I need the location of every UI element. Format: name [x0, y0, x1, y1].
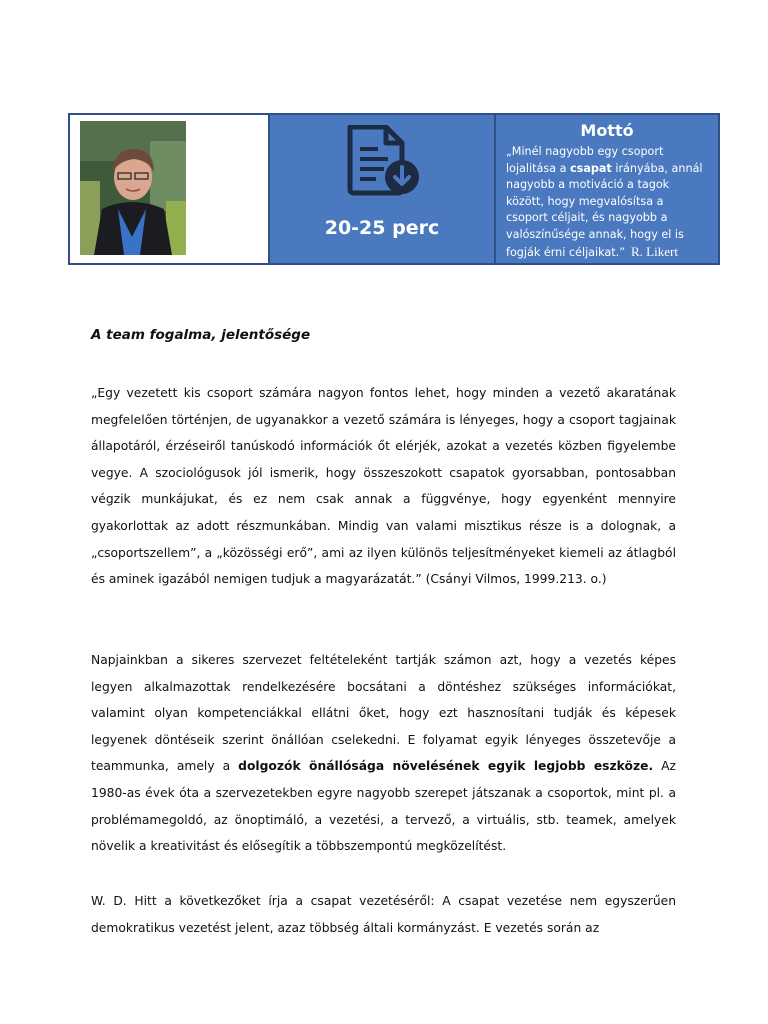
motto-text: „Minél nagyobb egy csoport lojalitása a csapat irányába, annál nagyobb a motiváció a tagok között, hogy megvalósítsa a csoport céljait, és nagyobb a valószínűsége annak, hogy el is fogják érni céljaikat.” R. Likert: [506, 145, 703, 259]
paragraph-3: W. D. Hitt a következőket írja a csapat vezetéséről: A csapat vezetése nem egyszerűen demokratikus vezetést jelent, azaz többség általi kormányzást. E vezetés során az: [91, 894, 676, 935]
document-download-icon: [346, 125, 422, 197]
author-photo: [80, 121, 186, 255]
header-table: [68, 113, 720, 265]
motto-cell: [496, 115, 718, 263]
motto-author: R. Likert: [631, 243, 678, 259]
photo-cell: [70, 115, 270, 263]
time-cell: [270, 115, 496, 263]
motto-title: Mottó: [580, 121, 634, 140]
paragraph-2: Napjainkban a sikeres szervezet feltételeként tartják számon azt, hogy a vezetés képes legyen alkalmazottak rendelkezésére bocsátani a döntéshez szükséges információkat, valamint olyan kompetenciákkal ellátni őket, hogy ezt hasznosítani tudják és képesek legyenek döntéseik szerint önállóan cselekedni. E folyamat egyik lényeges összetevője a teammunka, amely a dolgozók önállósága növelésének egyik legjobb eszköze. Az 1980-as évek óta a szervezetekben egyre nagyobb szerepet játszanak a csoportok, mint pl. a problémamegoldó, az önoptimáló, a vezetési, a tervező, a virtuális, stb. teamek, amelyek növelik a kreativitást és elősegítik a többszempontú megközelítést.: [91, 653, 676, 854]
duration-label: 20-25 perc: [324, 217, 440, 239]
paragraph-1: „Egy vezetett kis csoport számára nagyon fontos lehet, hogy minden a vezető akaratának megfelelően történjen, de ugyanakkor a vezető számára is lényeges, hogy a csoport tagjainak állapotáról, érzéseiről tanúskodó információk őt elérjék, azokat a vezetés közben figyelembe vegye. A szociológusok jól ismerik, hogy összeszokott csapatok gyorsabban, pontosabban végzik munkájukat, és ez nem csak annak a függvénye, hogy egyenként mennyire gyakorlottak az adott részmunkában. Mindig van valami misztikus része is a dolognak, a „csoportszellem”, a „közösségi erő”, ami az ilyen különös teljesítményeket kiemeli az átlagból és aminek igazából nemigen tudjuk a magyarázatát.” (Csányi Vilmos, 1999.213. o.): [91, 386, 676, 587]
section-title: A team fogalma, jelentősége: [91, 327, 311, 343]
